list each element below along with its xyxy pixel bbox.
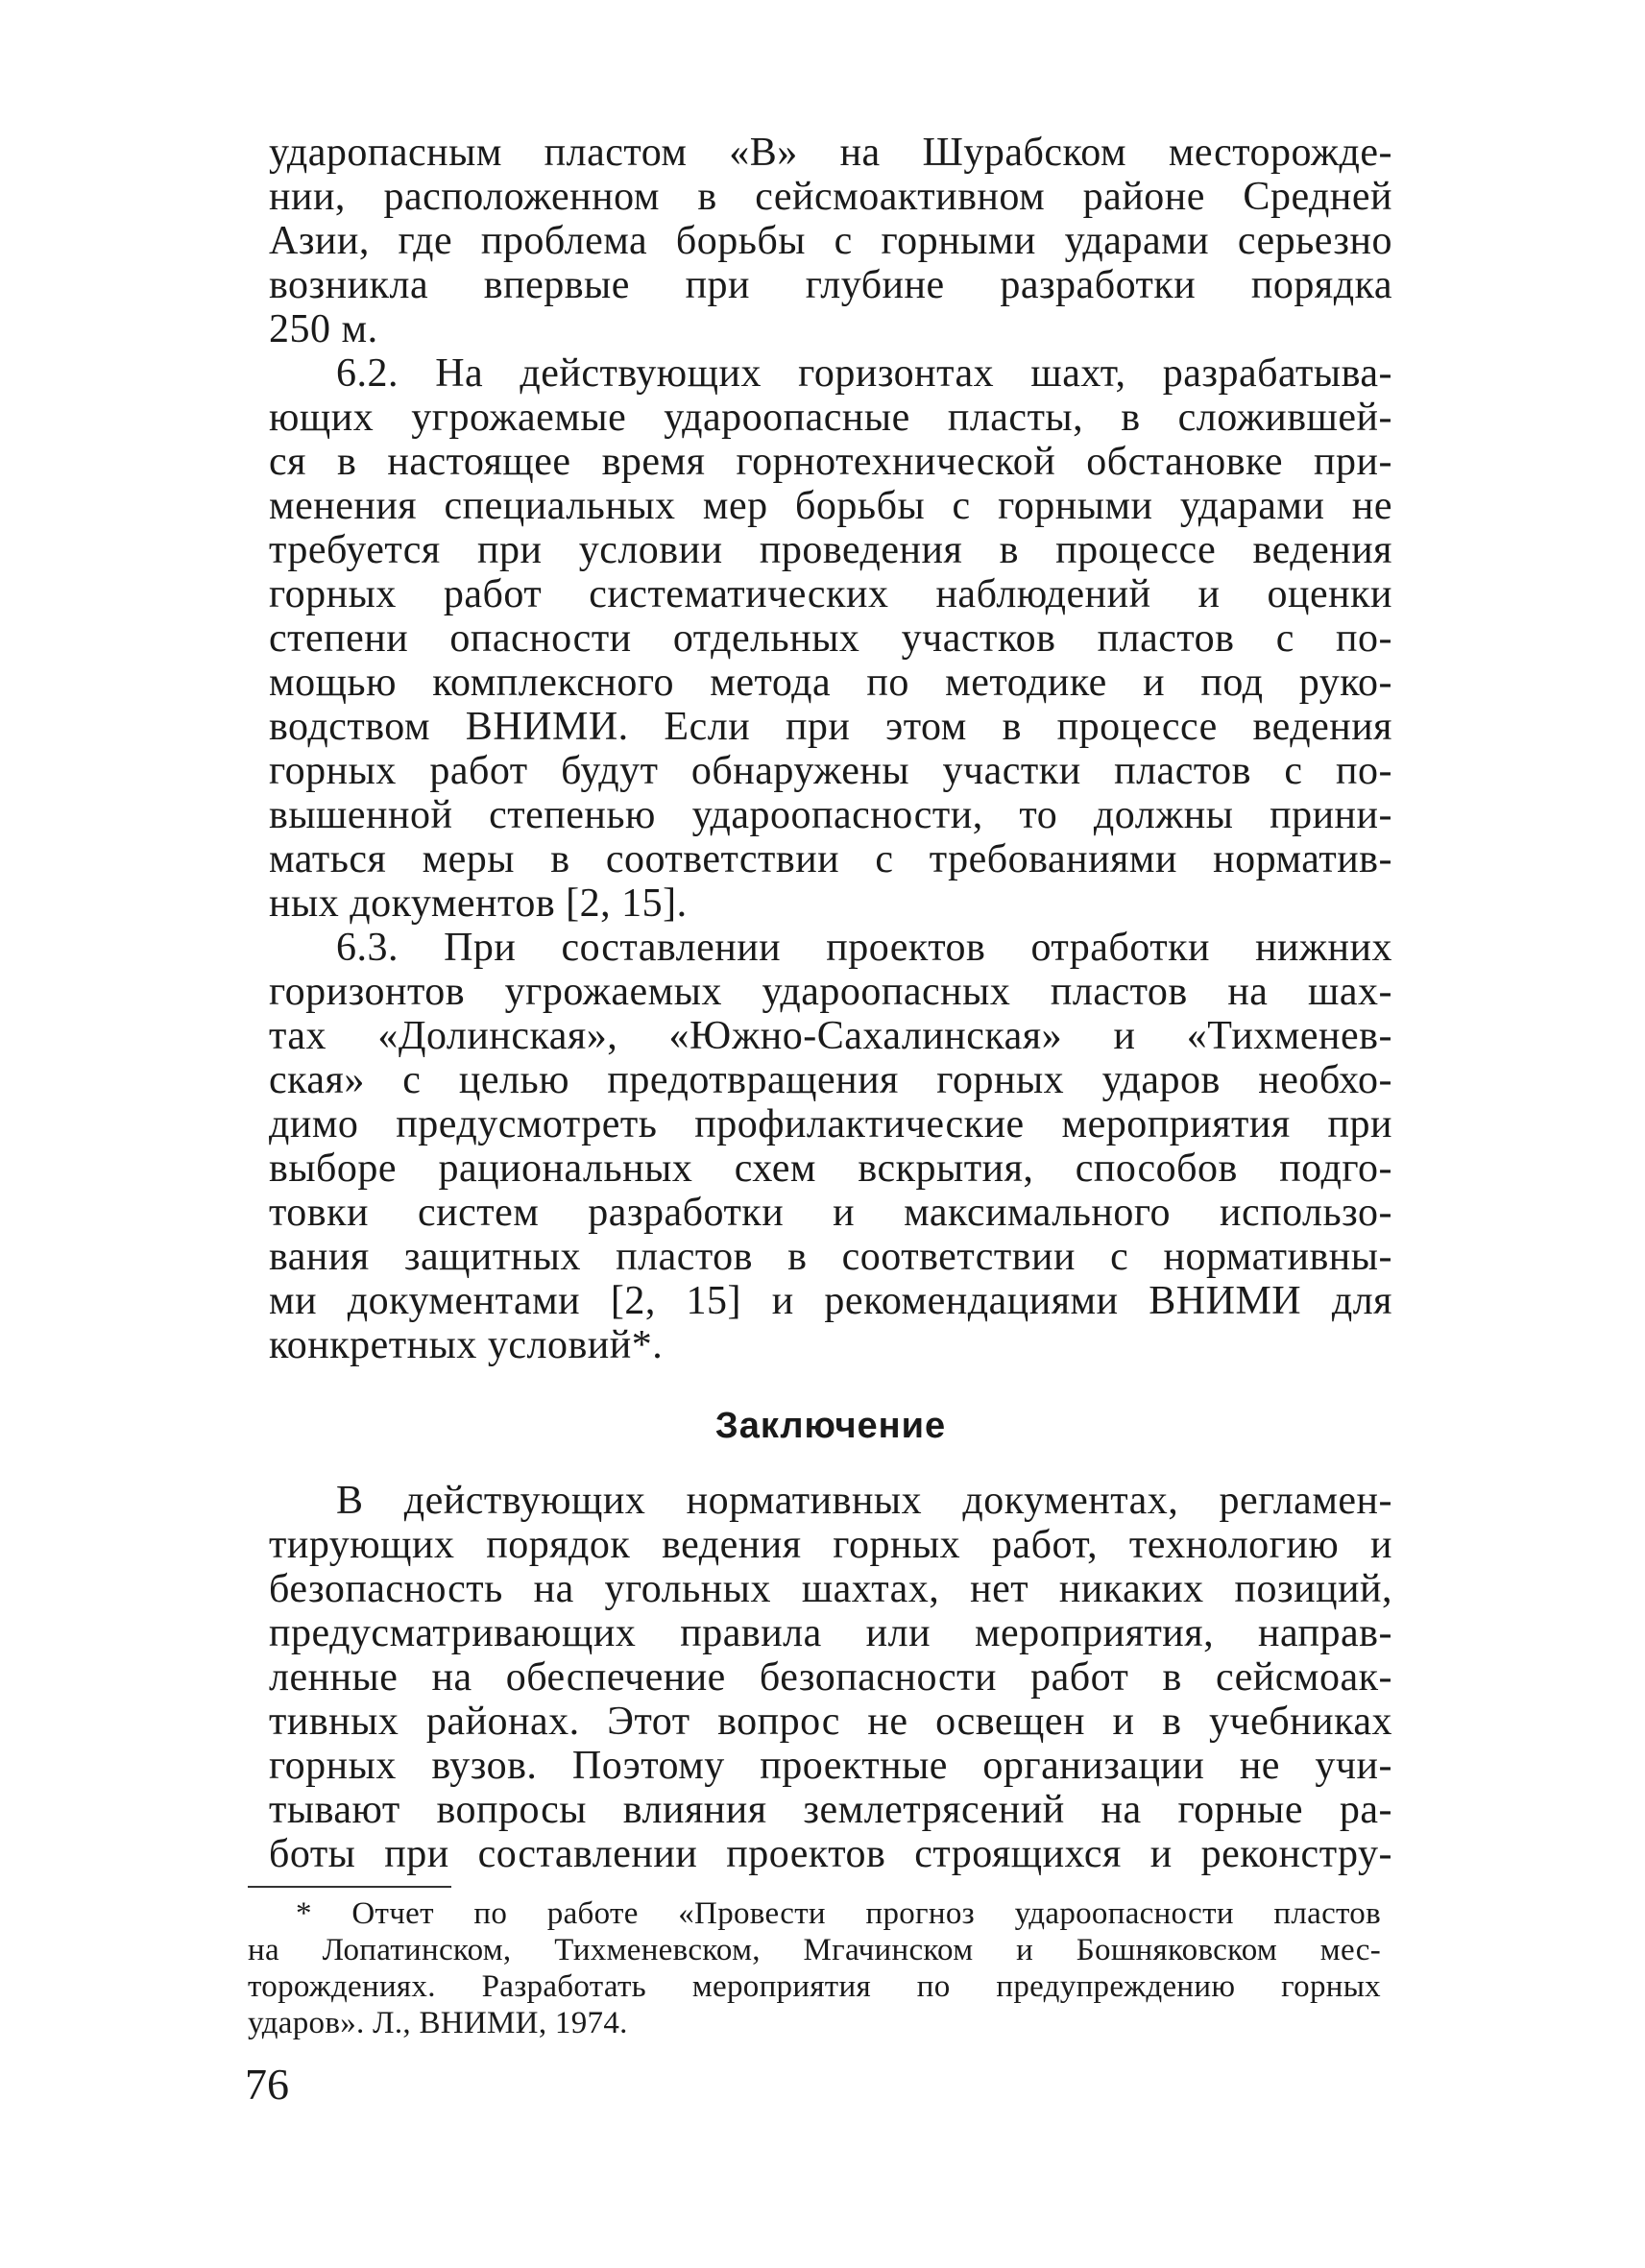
footnote-line: на Лопатинском, Тихменевском, Мгачинском и Бошняковском мес- — [248, 1933, 1381, 1967]
footnote-line: ударов». Л., ВНИМИ, 1974. — [248, 2006, 628, 2040]
text-line: ющих угрожаемые удароопасные пласты, в сложившей- — [269, 396, 1392, 440]
text-line: ударопасным пластом «В» на Шурабском месторожде- — [269, 131, 1392, 175]
page-number: 76 — [245, 2060, 289, 2109]
paragraph-6-3 — [269, 926, 1392, 1367]
text-line: тирующих порядок ведения горных работ, технологию и — [269, 1523, 1392, 1567]
paragraph-continuation — [269, 131, 1392, 351]
footnote-line: * Отчет по работе «Провести прогноз удароопасности пластов — [296, 1896, 1381, 1931]
text-line: требуется при условии проведения в процессе ведения — [269, 528, 1392, 572]
text-line: вания защитных пластов в соответствии с нормативны- — [269, 1235, 1392, 1279]
footnote — [248, 1895, 1381, 2041]
text-line: маться меры в соответствии с требованиями норматив- — [269, 837, 1392, 881]
paragraph-6-2 — [269, 351, 1392, 926]
footnote-line: торождениях. Разработать мероприятия по предупреждению горных — [248, 1969, 1381, 2004]
text-line: 250 м. — [269, 307, 378, 351]
paragraph-conclusion — [269, 1479, 1392, 1876]
text-line: безопасность на угольных шахтах, нет никаких позиций, — [269, 1567, 1392, 1611]
text-line: ных документов [2, 15]. — [269, 881, 688, 926]
text-line: ленные на обеспечение безопасности работ в сейсмоак- — [269, 1655, 1392, 1700]
text-line: горных вузов. Поэтому проектные организации не учи- — [269, 1744, 1392, 1788]
text-line: предусматривающих правила или мероприятия, направ- — [269, 1611, 1392, 1655]
text-line: конкретных условий*. — [269, 1323, 664, 1367]
text-line: горных работ будут обнаружены участки пластов с по- — [269, 749, 1392, 793]
text-line: димо предусмотреть профилактические мероприятия при — [269, 1102, 1392, 1146]
text-line: товки систем разработки и максимального использо- — [269, 1191, 1392, 1235]
text-line: тивных районах. Этот вопрос не освещен и в учебниках — [269, 1700, 1392, 1744]
text-line: 6.3. При составлении проектов отработки нижних — [336, 926, 1392, 970]
text-line: Азии, где проблема борьбы с горными ударами серьезно — [269, 219, 1392, 263]
text-line: степени опасности отдельных участков пластов с по- — [269, 616, 1392, 661]
text-line: тах «Долинская», «Южно-Сахалинская» и «Тихменев- — [269, 1014, 1392, 1058]
text-line: 6.2. На действующих горизонтах шахт, разрабатыва- — [336, 351, 1392, 396]
text-line: возникла впервые при глубине разработки порядка — [269, 263, 1392, 307]
text-line: тывают вопросы влияния землетрясений на горные ра- — [269, 1788, 1392, 1832]
text-line: ская» с целью предотвращения горных ударов необхо- — [269, 1058, 1392, 1102]
text-line: менения специальных мер борьбы с горными ударами не — [269, 484, 1392, 528]
text-line: вышенной степенью удароопасности, то должны прини- — [269, 793, 1392, 837]
text-line: горных работ систематических наблюдений и оценки — [269, 572, 1392, 616]
text-line: В действующих нормативных документах, регламен- — [336, 1479, 1392, 1523]
text-line: выборе рациональных схем вскрытия, способов подго- — [269, 1146, 1392, 1191]
text-line: нии, расположенном в сейсмоактивном районе Средней — [269, 175, 1392, 219]
section-heading: Заключение — [714, 1406, 947, 1446]
text-line: горизонтов угрожаемых удароопасных пластов на шах- — [269, 970, 1392, 1014]
text-line: ся в настоящее время горнотехнической обстановке при- — [269, 440, 1392, 484]
footnote-divider — [248, 1886, 451, 1888]
text-line: ми документами [2, 15] и рекомендациями ВНИМИ для — [269, 1279, 1392, 1323]
text-line: водством ВНИМИ. Если при этом в процессе ведения — [269, 705, 1392, 749]
text-line: боты при составлении проектов строящихся и реконстру- — [269, 1832, 1392, 1876]
text-line: мощью комплексного метода по методике и под руко- — [269, 661, 1392, 705]
